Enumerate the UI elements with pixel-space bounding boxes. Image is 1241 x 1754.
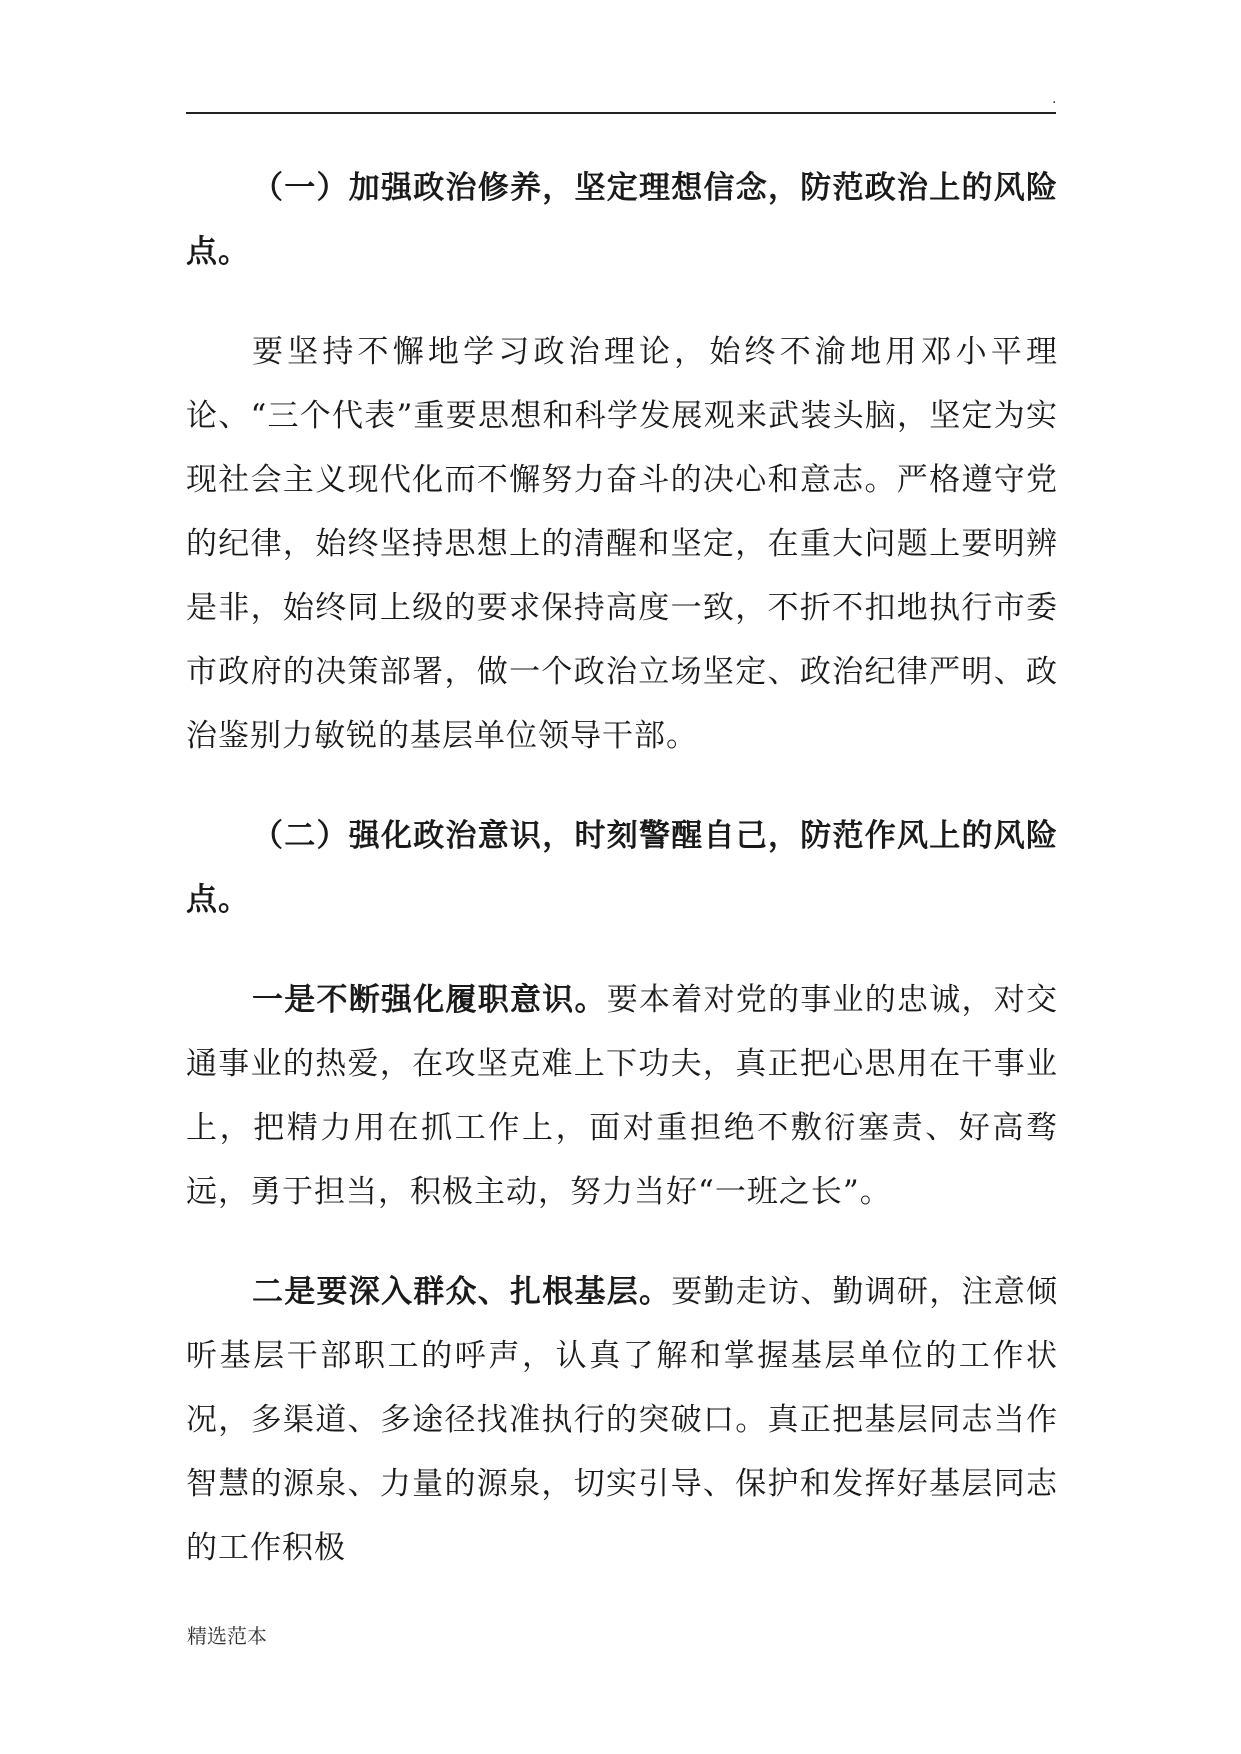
body-paragraph [186,320,1058,768]
header-rule [186,112,1056,114]
section-heading-1: （一）加强政治修养，坚定理想信念，防范政治上的风险点。 [186,170,1058,270]
section-heading-2: （二）强化政治意识，时刻警醒自己，防范作风上的风险点。 [186,818,1058,918]
body-paragraph [186,1260,1058,1580]
body-paragraph [186,968,1058,1224]
paragraph-text: 要勤走访、勤调研，注意倾听基层干部职工的呼声，认真了解和掌握基层单位的工作状况，多渠道、多途径找准执行的突破口。真正把基层同志当作智慧的源泉、力量的源泉，切实引导、保护和发挥好基层同志的工作积极 [186,1274,1058,1566]
paragraph-lead: 一是不断强化履职意识。 [252,982,607,1018]
paragraph-text: 要本着对党的事业的忠诚，对交通事业的热爱，在攻坚克难上下功夫，真正把心思用在干事业上，把精力用在抓工作上，面对重担绝不敷衍塞责、好高骛远，勇于担当，积极主动，努力当好“一班之长”。 [186,982,1058,1210]
header-mark: . [1052,91,1057,107]
paragraph-lead: 二是要深入群众、扎根基层。 [252,1274,672,1310]
footer-label: 精选范本 [187,1624,267,1648]
document-body [186,156,1058,1616]
paragraph-text: 要坚持不懈地学习政治理论，始终不渝地用邓小平理论、“三个代表”重要思想和科学发展观来武装头脑，坚定为实现社会主义现代化而不懈努力奋斗的决心和意志。严格遵守党的纪律，始终坚持思想上的清醒和坚定，在重大问题上要明辨是非，始终同上级的要求保持高度一致，不折不扣地执行市委市政府的决策部署，做一个政治立场坚定、政治纪律严明、政治鉴别力敏锐的基层单位领导干部。 [186,334,1058,754]
